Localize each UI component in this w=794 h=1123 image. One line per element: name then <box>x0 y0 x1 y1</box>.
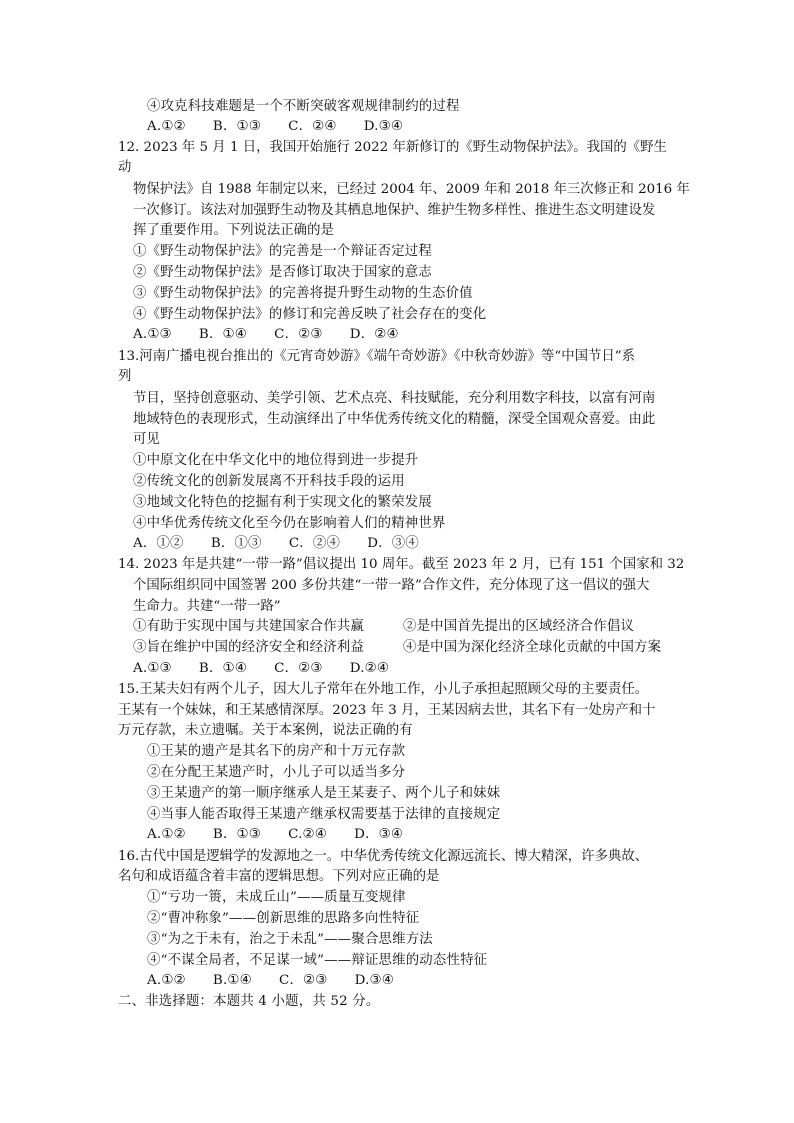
q12-stem-line-1: 12. 2023 年 5 月 1 日，我国开始施行 2022 年新修订的《野生动物保护法》。我国的《野生 <box>118 140 667 155</box>
q14-stem-line-1: 14. 2023 年是共建“一带一路”倡议提出 10 周年。截至 2023 年 2 月，已有 151 个国家和 32 <box>118 557 685 572</box>
q13-stem-line-1: 13.河南广播电视台推出的《元宵奇妙游》《端午奇妙游》《中秋奇妙游》等“中国节日”系 <box>118 349 636 364</box>
q15-statement-3: ③王某遗产的第一顺序继承人是王某妻子、两个儿子和妹妹 <box>147 786 501 801</box>
q12-statement-4: ④《野生动物保护法》的修订和完善反映了社会存在的变化 <box>133 307 487 322</box>
section-2-heading: 二、非选择题：本题共 4 小题，共 52 分。 <box>118 994 380 1009</box>
q11-statement-4: ④攻克科技难题是一个不断突破客观规律制约的过程 <box>147 99 460 114</box>
q14-statement-4: ④是中国为深化经济全球化贡献的中国方案 <box>403 640 662 655</box>
q12-stem-line-4: 挥了重要作用。下列说法正确的是 <box>133 223 334 238</box>
q15-stem-line-1: 15.王某夫妇有两个儿子，因大儿子常年在外地工作，小儿子承担起照顾父母的主要责任。 <box>118 682 649 697</box>
q15-stem-line-2: 王某有一个妹妹，和王某感情深厚。2023 年 3 月，王某因病去世，其名下有一处房产和十 <box>118 703 656 718</box>
q13-stem-line-4: 可见 <box>133 432 160 447</box>
q16-statement-4: ④“不谋全局者，不足谋一域”——辩证思维的动态性特征 <box>147 953 488 968</box>
q16-statement-2: ②“曹冲称象”——创新思维的思路多向性特征 <box>147 911 420 926</box>
q15-statement-4: ④当事人能否取得王某遗产继承权需要基于法律的直接规定 <box>147 807 501 822</box>
q16-options: A.①② B.①④ C．②③ D.③④ <box>147 973 394 988</box>
q16-stem-line-1: 16.古代中国是逻辑学的发源地之一。中华优秀传统文化源远流长、博大精深，许多典故、 <box>118 849 649 864</box>
q12-stem-line-1b: 动 <box>118 160 132 175</box>
q16-stem-line-2: 名句和成语蕴含着丰富的逻辑思想。下列对应正确的是 <box>118 869 440 884</box>
q11-options: A.①② B．①③ C．②④ D.③④ <box>147 119 404 134</box>
q13-statement-4: ④中华优秀传统文化至今仍在影响着人们的精神世界 <box>133 516 446 531</box>
q12-stem-line-2: 物保护法》自 1988 年制定以来，已经过 2004 年、2009 年和 2018 年三次修正和 2016 年 <box>133 182 690 197</box>
q12-statement-3: ③《野生动物保护法》的完善将提升野生动物的生态价值 <box>133 286 473 301</box>
q14-statement-3: ③旨在维护中国的经济安全和经济利益 <box>133 640 365 655</box>
q13-statement-2: ②传统文化的创新发展离不开科技手段的运用 <box>133 474 405 489</box>
q12-stem-line-3: 一次修订。该法对加强野生动物及其栖息地保护、维护生物多样性、推进生态文明建设发 <box>133 203 656 218</box>
q13-stem-line-1b: 列 <box>118 369 132 384</box>
q14-options: A.①③ B．①④ C．②③ D.②④ <box>133 661 390 676</box>
q13-options: A．①② B．①③ C．②④ D．③④ <box>133 536 419 551</box>
q13-stem-line-3: 地域特色的表现形式，生动演绎出了中华优秀传统文化的精髓，深受全国观众喜爱。由此 <box>133 412 656 427</box>
q13-statement-3: ③地域文化特色的挖掘有利于实现文化的繁荣发展 <box>133 495 432 510</box>
q14-statement-2: ②是中国首先提出的区域经济合作倡议 <box>403 619 635 634</box>
q14-stem-line-3: 生命力。共建“一带一路” <box>133 599 281 614</box>
q12-statement-1: ①《野生动物保护法》的完善是一个辩证否定过程 <box>133 244 432 259</box>
q16-statement-3: ③“为之于未有，治之于未乱”——聚合思维方法 <box>147 932 433 947</box>
q15-stem-line-3: 万元存款，未立遗嘱。关于本案例，说法正确的有 <box>118 723 413 738</box>
q14-stem-line-2: 个国际组织同中国签署 200 多份共建“一带一路”合作文件，充分体现了这一倡议的强大 <box>133 578 650 593</box>
q15-options: A.①② B．①③ C.②④ D．③④ <box>147 827 404 842</box>
q12-options: A.①③ B．①④ C．②③ D．②④ <box>133 327 399 342</box>
q16-statement-1: ①“亏功一篑，未成丘山”——质量互变规律 <box>147 890 406 905</box>
q13-stem-line-2: 节目，坚持创意驱动、美学引领、艺术点亮、科技赋能，充分利用数字科技，以富有河南 <box>133 391 656 406</box>
q13-statement-1: ①中原文化在中华文化中的地位得到进一步提升 <box>133 453 419 468</box>
q15-statement-2: ②在分配王某遗产时，小儿子可以适当多分 <box>147 765 406 780</box>
q15-statement-1: ①王某的遗产是其名下的房产和十万元存款 <box>147 744 406 759</box>
q12-statement-2: ②《野生动物保护法》是否修订取决于国家的意志 <box>133 265 432 280</box>
q14-statement-1: ①有助于实现中国与共建国家合作共赢 <box>133 619 365 634</box>
